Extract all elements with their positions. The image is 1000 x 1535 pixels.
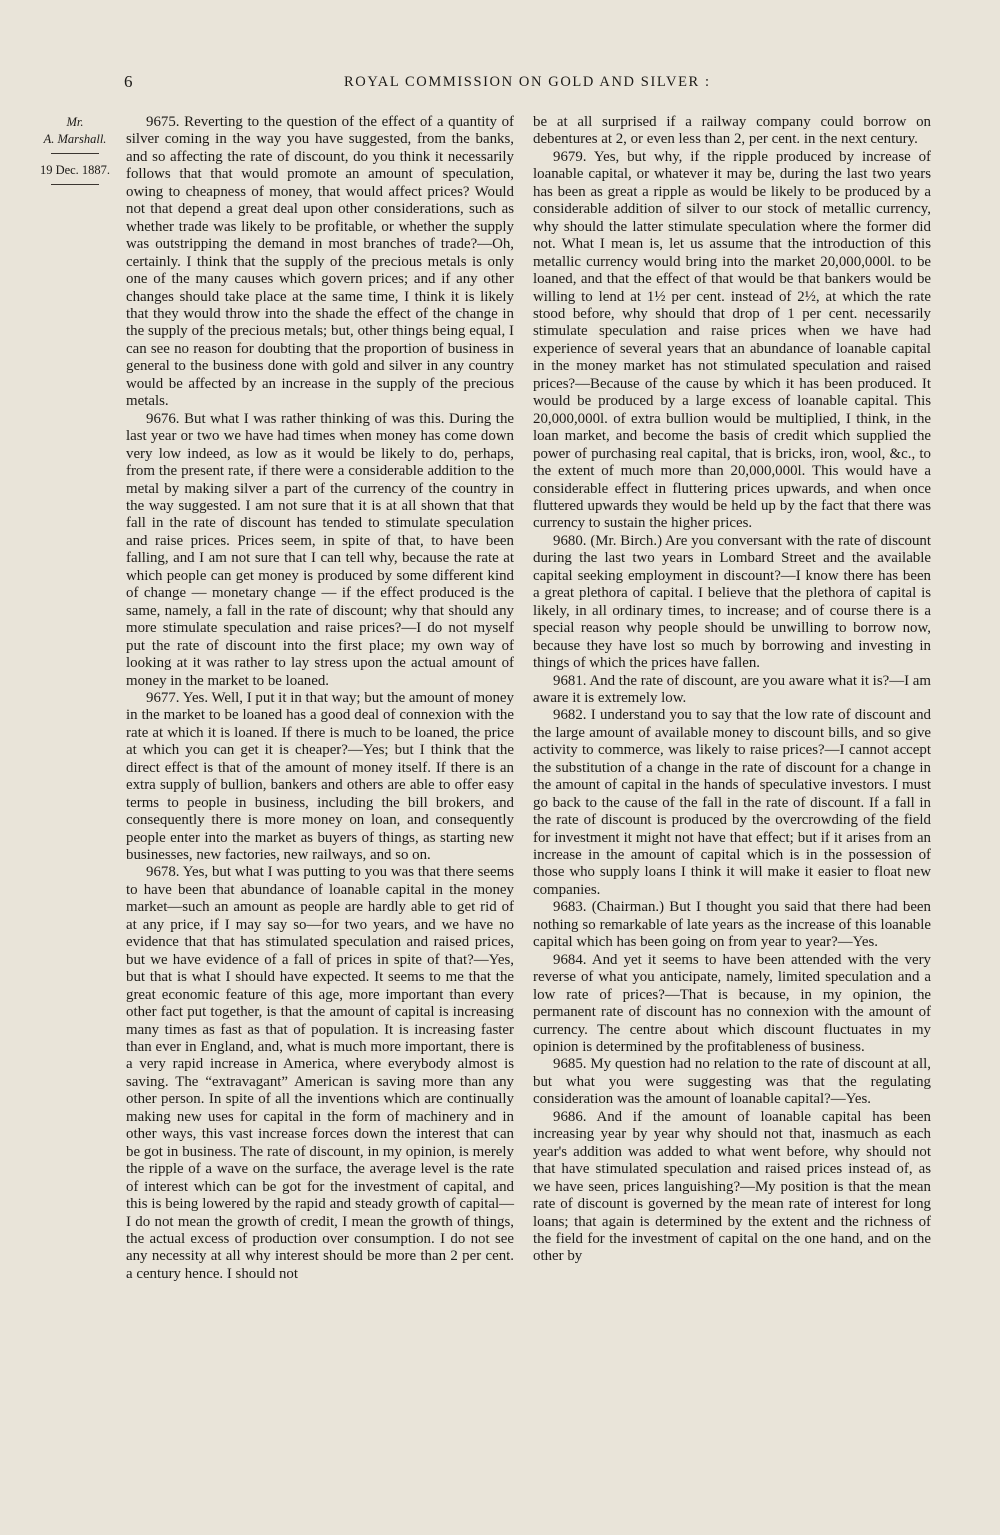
paragraph-9685: 9685. My question had no relation to the rate of discount at all, but what you were suggesting was that the regulating consideration was the amount of loanable capital?—Yes. — [533, 1056, 931, 1108]
witness-name: A. Marshall. — [43, 132, 107, 146]
margin-rule — [51, 184, 99, 185]
paragraph-9676: 9676. But what I was rather thinking of was this. During the last year or two we have had times when money has come down very low indeed, as low as it would be likely to do, perhaps, from the present rate, if there were a considerable addition to the metal by making silver a part of the currency of the country in the way suggested. I am not sure that it is at all shown that that fall in the rate of discount has tended to stimulate speculation and raise prices. Prices seem, in spite of that, to have been falling, and I am not sure that I can tell why, because the rate at which people can get money is produced by some different kind of change — monetary change — if the effect produced is the same, namely, a fall in the rate of discount; why that should any more stimulate speculation and raise prices?—I do not myself put the rate of discount into the first place; my own way of looking at it was rather to lay stress upon the actual amount of money in the market to be loaned. — [126, 410, 514, 689]
paragraph-9679: 9679. Yes, but why, if the ripple produced by increase of loanable capital, or whatever it may be, during the last two years has been as great a ripple as would be likely to be produced by a considerable addition of silver to our stock of metallic currency, why should the latter stimulate speculation where the former did not. What I mean is, let us assume that the introduction of this metallic currency would bring into the market 20,000,000l. to be loaned, and that the effect of that would be that bankers would be willing to lend at 1½ per cent. instead of 2½, at which the rate stood before, why should that drop of 1 per cent. necessarily stimulate speculation and raise prices when we have had experience of several years that an abundance of loanable capital in the money market has not stimulated speculation and raised prices?—Because of the cause by which it has been produced. It would be produced by a large excess of loanable capital. This 20,000,000l. of extra bullion would be multiplied, I think, in the loan market, and become the basis of credit which supplied the power of purchasing real capital, that is bricks, iron, wool, &c., to the extent of much more than 20,000,000l. This would have a considerable effect in fluttering prices upwards, and when once fluttered upwards they would be held up by the fact that there was currency to sustain the higher prices. — [533, 148, 931, 532]
running-title: ROYAL COMMISSION ON GOLD AND SILVER : — [344, 74, 711, 90]
paragraph-9682: 9682. I understand you to say that the low rate of discount and the large amount of available money to discount bills, and so give activity to commerce, was likely to raise prices?—I cannot accept the substitution of a change in the rate of discount for a change in the amount of capital in the hands of speculative investors. I must go back to the cause of the fall in the rate of discount. If a fall in the rate of discount is produced by the overcrowding of the field for investment it might not have that effect; but if it arises from an increase in the amount of capital which is in the possession of those who supply loans I think it will make it easier to float new companies. — [533, 707, 931, 898]
paragraph-9677: 9677. Yes. Well, I put it in that way; but the amount of money in the market to be loaned has a good deal of connexion with the rate at which it is loaned. If there is much to be loaned, the price at which you can get it is cheaper?—Yes; but I think that the direct effect is that of the amount of money itself. If there is an extra supply of bullion, bankers and others are able to offer easy terms to people in business, including the bill brokers, and consequently there is more money on loan, and consequently people enter into the market as buyers of things, as starting new businesses, new factories, new railways, and so on. — [126, 689, 514, 864]
paragraph-9683: 9683. (Chairman.) But I thought you said that there had been nothing so remarkable of late years as the increase of this loanable capital which has been going on from year to year?—Yes. — [533, 899, 931, 951]
paragraph-9675: 9675. Reverting to the question of the effect of a quantity of silver coming in the way you have suggested, from the banks, and so affecting the rate of discount, do you think it necessarily follows that that would promote an amount of speculation, owing to cheapness of money, that would affect prices? Would not that depend a great deal upon other considerations, such as whether trade was likely to be profitable, or whether the supply was outstripping the demand in most branches of trade?—Oh, certainly. I think that the supply of the precious metals is only one of the many causes which govern prices; and if any other changes should take place at the same time, I think it is likely that they would throw into the shade the effect of the change in the supply of the precious metals; but, other things being equal, I can see no reason for doubting that the proportion of business in general to the business done with gold and silver in any country would be affected by an increase in the supply of the precious metals. — [126, 114, 514, 410]
paragraph-9684: 9684. And yet it seems to have been attended with the very reverse of what you anticipate, namely, limited speculation and a low rate of prices?—That is because, in my opinion, the permanent rate of discount has no connexion with the amount of currency. The centre about which discount fluctuates in my opinion is determined by the profitableness of business. — [533, 951, 931, 1056]
witness-date: 19 Dec. 1887. — [39, 163, 111, 177]
page-number: 6 — [124, 72, 133, 91]
margin-rule — [51, 153, 99, 154]
paragraph-9678: 9678. Yes, but what I was putting to you was that there seems to have been that abundance of loanable capital in the money market—such an amount as people are hardly able to get rid of at any price, if I may say so—for two years, and we have no evidence that that has stimulated speculation and raised prices, but we have evidence of a fall of prices in spite of that?—Yes, but that is what I should have expected. It seems to me that the great economic feature of this age, more important than every other fact put together, is that the amount of capital is increasing many times as fast as that of population. It is increasing faster than ever in England, and, what is much more important, there is a very rapid increase in America, where everybody almost is saving. The “extravagant” American is saving more than any other person. In spite of all the inventions which are continually making new uses for capital in the form of machinery and in other ways, this vast increase forces down the interest that can be got in business. The rate of discount, in my opinion, is merely the ripple of a wave on the surface, the average level is the rate of interest which can be got for the investment of capital, and this is being lowered by the rapid and steady growth of capital—I do not mean the growth of credit, I mean the growth of things, the actual excess of production over consumption. I do not see any necessity at all why interest should be more than 2 per cent. a century hence. I should not — [126, 864, 514, 1282]
right-column — [533, 114, 931, 1266]
witness-title: Mr. — [66, 115, 84, 129]
margin-note — [30, 114, 120, 193]
paragraph-continuation: be at all surprised if a railway company could borrow on debentures at 2, or even less than 2, per cent. in the next century. — [533, 114, 931, 148]
left-column — [126, 114, 514, 1283]
paragraph-9686: 9686. And if the amount of loanable capital has been increasing year by year why should not that, inasmuch as each year's addition was added to what went before, why should not that have stimulated speculation and raised prices instead of, as we have seen, prices languishing?—My position is that the mean rate of discount is governed by the mean rate of interest for long loans; that again is determined by the extent and the richness of the field for the investment of capital on the one hand, and on the other by — [533, 1108, 931, 1265]
paragraph-9680: 9680. (Mr. Birch.) Are you conversant with the rate of discount during the last two years in Lombard Street and the available capital seeking employment in discount?—I know there has been a great plethora of capital. I believe that the plethora of capital is likely, in all ordinary times, to increase; and of course there is a special reason why people should be unwilling to borrow now, because they have lost so much by borrowing and investing in things of which the prices have fallen. — [533, 532, 931, 672]
paragraph-9681: 9681. And the rate of discount, are you aware what it is?—I am aware it is extremely low. — [533, 672, 931, 706]
page-header — [0, 72, 1000, 96]
